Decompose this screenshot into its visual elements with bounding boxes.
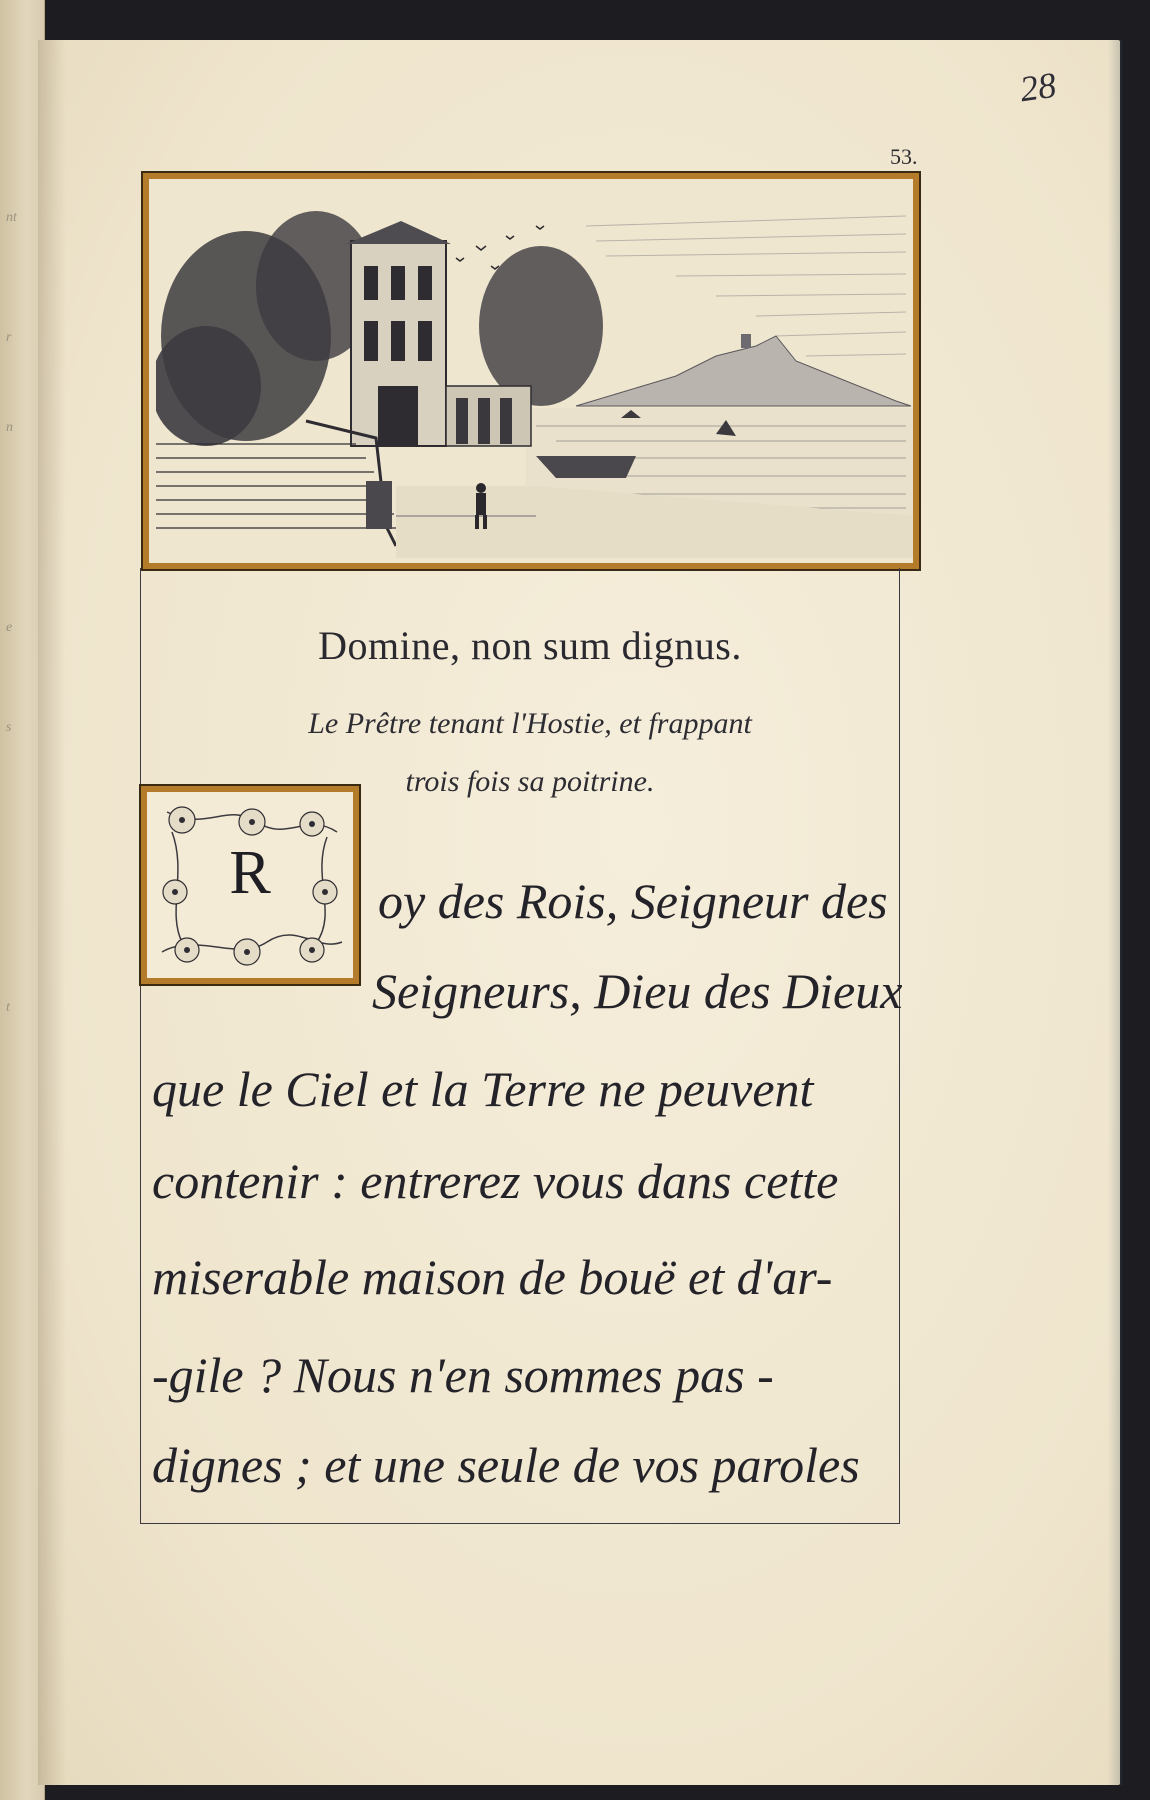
previous-page-fragment: r xyxy=(6,330,12,345)
prayer-line-7: dignes ; et une seule de vos paroles xyxy=(152,1437,860,1493)
previous-page-fragment: e xyxy=(6,620,13,635)
rubric-line-2: trois fois sa poitrine. xyxy=(405,765,655,798)
page-edge xyxy=(1108,40,1122,1785)
section-title: Domine, non sum dignus. xyxy=(318,623,742,668)
prayer-line-4: contenir : entrerez vous dans cette xyxy=(152,1153,839,1209)
page-number: 53. xyxy=(890,144,918,169)
prayer-line-1: oy des Rois, Seigneur des xyxy=(378,873,888,929)
previous-page-fragment: t xyxy=(6,1000,10,1015)
gutter-shadow xyxy=(38,40,66,1785)
prayer-line-5: miserable maison de bouë et d'ar- xyxy=(152,1249,833,1305)
previous-page-fragment: nt xyxy=(6,210,17,225)
stone-steps xyxy=(156,444,400,528)
rubric-line-1: Le Prêtre tenant l'Hostie, et frappant xyxy=(308,707,752,740)
hilltop-tower xyxy=(741,334,751,348)
urn-pedestal xyxy=(366,481,392,529)
folio-number: 28 xyxy=(1017,64,1059,110)
previous-page-fragment: s xyxy=(6,720,12,735)
initial-letter: R xyxy=(229,839,271,907)
landscape-engraving xyxy=(156,186,916,566)
prayer-line-3: que le Ciel et la Terre ne peuvent xyxy=(152,1061,814,1117)
previous-page-fragment: n xyxy=(6,420,13,435)
prayer-line-2: Seigneurs, Dieu des Dieux xyxy=(372,963,903,1019)
prayer-line-6: -gile ? Nous n'en sommes pas - xyxy=(152,1347,774,1403)
engraving-illustration xyxy=(142,172,920,570)
decorated-initial xyxy=(140,785,360,985)
